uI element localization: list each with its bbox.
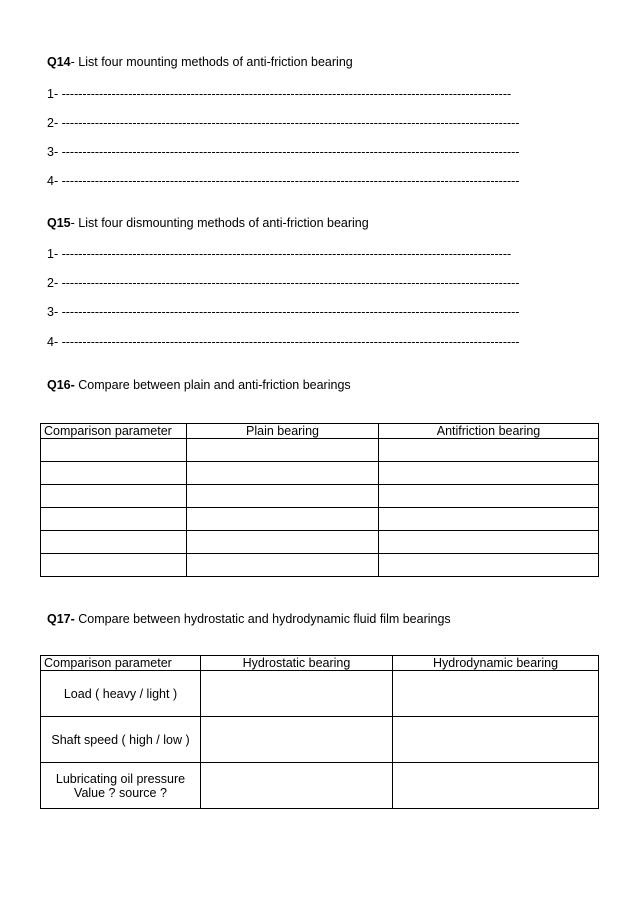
answer-line-14-3[interactable]: 3- -------------------------------------------------------------------------------------------------------------- <box>47 145 520 159</box>
question-15-title <box>47 216 369 230</box>
comparison-table-17 <box>40 655 599 809</box>
answer-line-14-1[interactable]: 1- ------------------------------------------------------------------------------------------------------------ <box>47 87 512 101</box>
table-cell[interactable] <box>201 763 393 809</box>
question-16-title <box>47 378 351 392</box>
table-16-header-antifriction: Antifriction bearing <box>379 424 599 439</box>
question-14-number: Q14 <box>47 55 71 69</box>
table-16-header-plain: Plain bearing <box>187 424 379 439</box>
question-17-number: Q17- <box>47 612 75 626</box>
answer-line-15-4[interactable]: 4- -------------------------------------------------------------------------------------------------------------- <box>47 335 520 349</box>
table-cell[interactable] <box>393 717 599 763</box>
question-16-number: Q16- <box>47 378 75 392</box>
comparison-table-16 <box>40 423 599 577</box>
table-17-header-hydrodynamic: Hydrodynamic bearing <box>393 656 599 671</box>
table-cell[interactable] <box>379 508 599 531</box>
table-cell[interactable] <box>41 485 187 508</box>
table-cell[interactable] <box>379 462 599 485</box>
answer-line-15-3[interactable]: 3- -------------------------------------------------------------------------------------------------------------- <box>47 305 520 319</box>
row-label-shaft-speed: Shaft speed ( high / low ) <box>41 717 201 763</box>
table-cell[interactable] <box>187 531 379 554</box>
table-row <box>41 462 599 485</box>
table-cell[interactable] <box>379 531 599 554</box>
question-14-title <box>47 55 353 69</box>
table-cell[interactable] <box>41 508 187 531</box>
question-16-text: Compare between plain and anti-friction bearings <box>74 378 351 392</box>
table-cell[interactable] <box>201 717 393 763</box>
table-16-header-parameter: Comparison parameter <box>41 424 187 439</box>
question-14-text: - List four mounting methods of anti-friction bearing <box>70 55 353 69</box>
row-label-load: Load ( heavy / light ) <box>41 671 201 717</box>
table-cell[interactable] <box>41 554 187 577</box>
answer-line-15-2[interactable]: 2- -------------------------------------------------------------------------------------------------------------- <box>47 276 520 290</box>
table-cell[interactable] <box>393 671 599 717</box>
table-cell[interactable] <box>379 554 599 577</box>
answer-line-15-1[interactable]: 1- ------------------------------------------------------------------------------------------------------------ <box>47 247 512 261</box>
table-row <box>41 763 599 809</box>
answer-line-14-2[interactable]: 2- -------------------------------------------------------------------------------------------------------------- <box>47 116 520 130</box>
table-cell[interactable] <box>201 671 393 717</box>
table-17-header-hydrostatic: Hydrostatic bearing <box>201 656 393 671</box>
table-cell[interactable] <box>187 439 379 462</box>
table-cell[interactable] <box>187 462 379 485</box>
table-cell[interactable] <box>187 554 379 577</box>
table-cell[interactable] <box>41 462 187 485</box>
answer-line-14-4[interactable]: 4- -------------------------------------------------------------------------------------------------------------- <box>47 174 520 188</box>
table-row <box>41 717 599 763</box>
table-row <box>41 439 599 462</box>
table-row <box>41 554 599 577</box>
question-17-text: Compare between hydrostatic and hydrodynamic fluid film bearings <box>74 612 451 626</box>
table-row <box>41 671 599 717</box>
table-row <box>41 508 599 531</box>
question-15-text: - List four dismounting methods of anti-friction bearing <box>70 216 369 230</box>
question-15-number: Q15 <box>47 216 71 230</box>
question-17-title <box>47 612 451 626</box>
table-cell[interactable] <box>41 531 187 554</box>
table-cell[interactable] <box>379 439 599 462</box>
table-row <box>41 531 599 554</box>
table-cell[interactable] <box>41 439 187 462</box>
table-cell[interactable] <box>393 763 599 809</box>
row-label-oil-pressure: Lubricating oil pressure Value ? source ? <box>41 763 201 809</box>
table-cell[interactable] <box>187 508 379 531</box>
table-cell[interactable] <box>187 485 379 508</box>
table-cell[interactable] <box>379 485 599 508</box>
table-row <box>41 485 599 508</box>
table-17-header-parameter: Comparison parameter <box>41 656 201 671</box>
